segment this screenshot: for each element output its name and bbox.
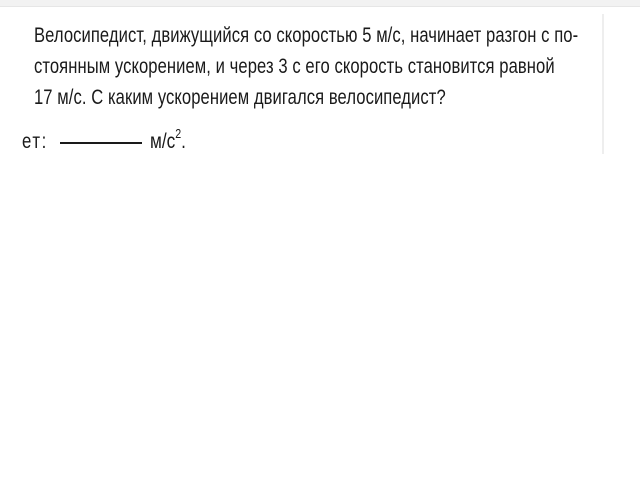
answer-unit xyxy=(150,126,186,158)
problem-line-2: стоянным ускорением, и через 3 с его скорость становится равной xyxy=(34,55,555,78)
scan-edge xyxy=(602,14,604,154)
page-top-edge xyxy=(0,0,640,7)
answer-unit-base: м/с xyxy=(150,130,176,153)
problem-line-3: 17 м/с. С каким ускорением двигался велосипедист? xyxy=(34,86,446,109)
answer-unit-exponent: 2 xyxy=(175,126,182,141)
answer-blank[interactable] xyxy=(60,142,142,144)
problem-text xyxy=(34,20,600,113)
problem-line-1: Велосипедист, движущийся со скоростью 5 м/с, начинает разгон с по- xyxy=(34,24,579,47)
answer-row xyxy=(22,126,194,158)
answer-label: ет: xyxy=(22,130,48,153)
answer-unit-end: . xyxy=(181,130,187,153)
